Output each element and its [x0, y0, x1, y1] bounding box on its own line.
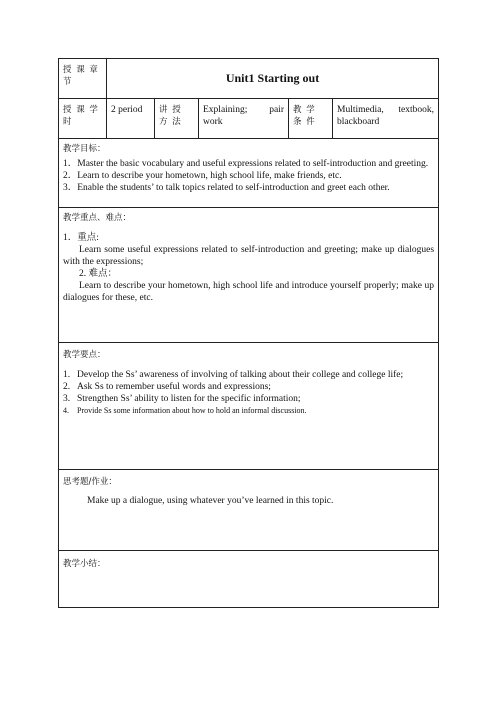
difficult-label: 2. 难点： — [79, 269, 118, 279]
title-row — [59, 59, 439, 99]
essential-item-text: Provide Ss some information about how to hold an informal discussion. — [77, 406, 307, 415]
essential-item — [63, 393, 434, 405]
chapter-label-cell — [59, 59, 107, 99]
objectives-row — [59, 139, 439, 208]
objective-item: 2．Learn to describe your hometown, high school life, make friends, etc. — [63, 171, 342, 181]
method-value-part-3: work — [203, 117, 223, 127]
essential-item-text: Develop the Ss’ awareness of involving of talking about their college and college life; — [77, 370, 404, 380]
method-label: 讲 授 方 法 — [159, 105, 182, 127]
conditions-label-cell — [289, 99, 333, 139]
method-value-part-1: Explaining; — [203, 105, 248, 115]
conditions-label: 教 学 条 件 — [293, 105, 316, 127]
key-label: 1．重点: — [63, 233, 99, 243]
homework-heading: 思考题/作业： — [63, 477, 117, 487]
objective-item: 1．Master the basic vocabulary and useful expressions related to self-introduction and greeting. — [63, 159, 429, 169]
conditions-value-part-2: textbook, — [398, 105, 435, 115]
essentials-heading: 教学要点： — [63, 350, 106, 360]
homework-text: Make up a dialogue, using whatever you’ve learned in this topic. — [87, 496, 334, 506]
essential-item-number: 4. — [63, 406, 69, 415]
key-text: Learn some useful expressions related to self-introduction and greeting; make up dialogues with the expressions; — [63, 245, 435, 267]
hours-value-cell — [107, 99, 155, 139]
homework-cell — [59, 470, 439, 551]
essential-item-text: Ask Ss to remember useful words and expressions; — [77, 382, 271, 392]
difficult-text: Learn to describe your hometown, high school life and introduce yourself properly; make up dialogues for these, etc. — [63, 281, 435, 303]
method-value — [199, 99, 288, 130]
essential-item — [63, 381, 434, 393]
essential-item-number: 2. — [63, 382, 71, 392]
method-value-part-2: pair — [269, 105, 284, 115]
objective-item: 3．Enable the students’ to talk topics related to self-introduction and greet each other. — [63, 183, 390, 193]
objectives-heading: 教学目标： — [63, 144, 106, 154]
method-value-cell — [199, 99, 289, 139]
unit-title: Unit1 Starting out — [107, 59, 439, 99]
essential-item-text: Strengthen Ss’ ability to listen for the specific information; — [77, 394, 301, 404]
key-points-row — [59, 208, 439, 343]
essentials-cell — [59, 343, 439, 470]
summary-cell — [59, 551, 439, 608]
hours-label-cell — [59, 99, 107, 139]
hours-value: 2 period — [111, 105, 143, 115]
method-label-cell — [155, 99, 199, 139]
summary-row — [59, 551, 439, 608]
key-points-heading: 教学重点、难点： — [63, 213, 132, 223]
conditions-value-cell — [333, 99, 439, 139]
info-row — [59, 99, 439, 139]
chapter-label: 授 课 章 节 — [63, 65, 99, 87]
essentials-row — [59, 343, 439, 470]
lesson-plan-table — [58, 58, 439, 608]
conditions-value — [333, 99, 438, 130]
hours-label: 授 课 学 时 — [63, 105, 99, 127]
conditions-value-part-1: Multimedia, — [337, 105, 384, 115]
essential-item — [63, 369, 434, 381]
essential-item-number: 1. — [63, 370, 71, 380]
conditions-value-part-3: blackboard — [337, 117, 380, 127]
key-points-cell — [59, 208, 439, 343]
essential-item — [63, 405, 434, 417]
summary-heading: 教学小结： — [63, 559, 106, 569]
homework-row — [59, 470, 439, 551]
objectives-cell — [59, 139, 439, 208]
essential-item-number: 3. — [63, 394, 71, 404]
